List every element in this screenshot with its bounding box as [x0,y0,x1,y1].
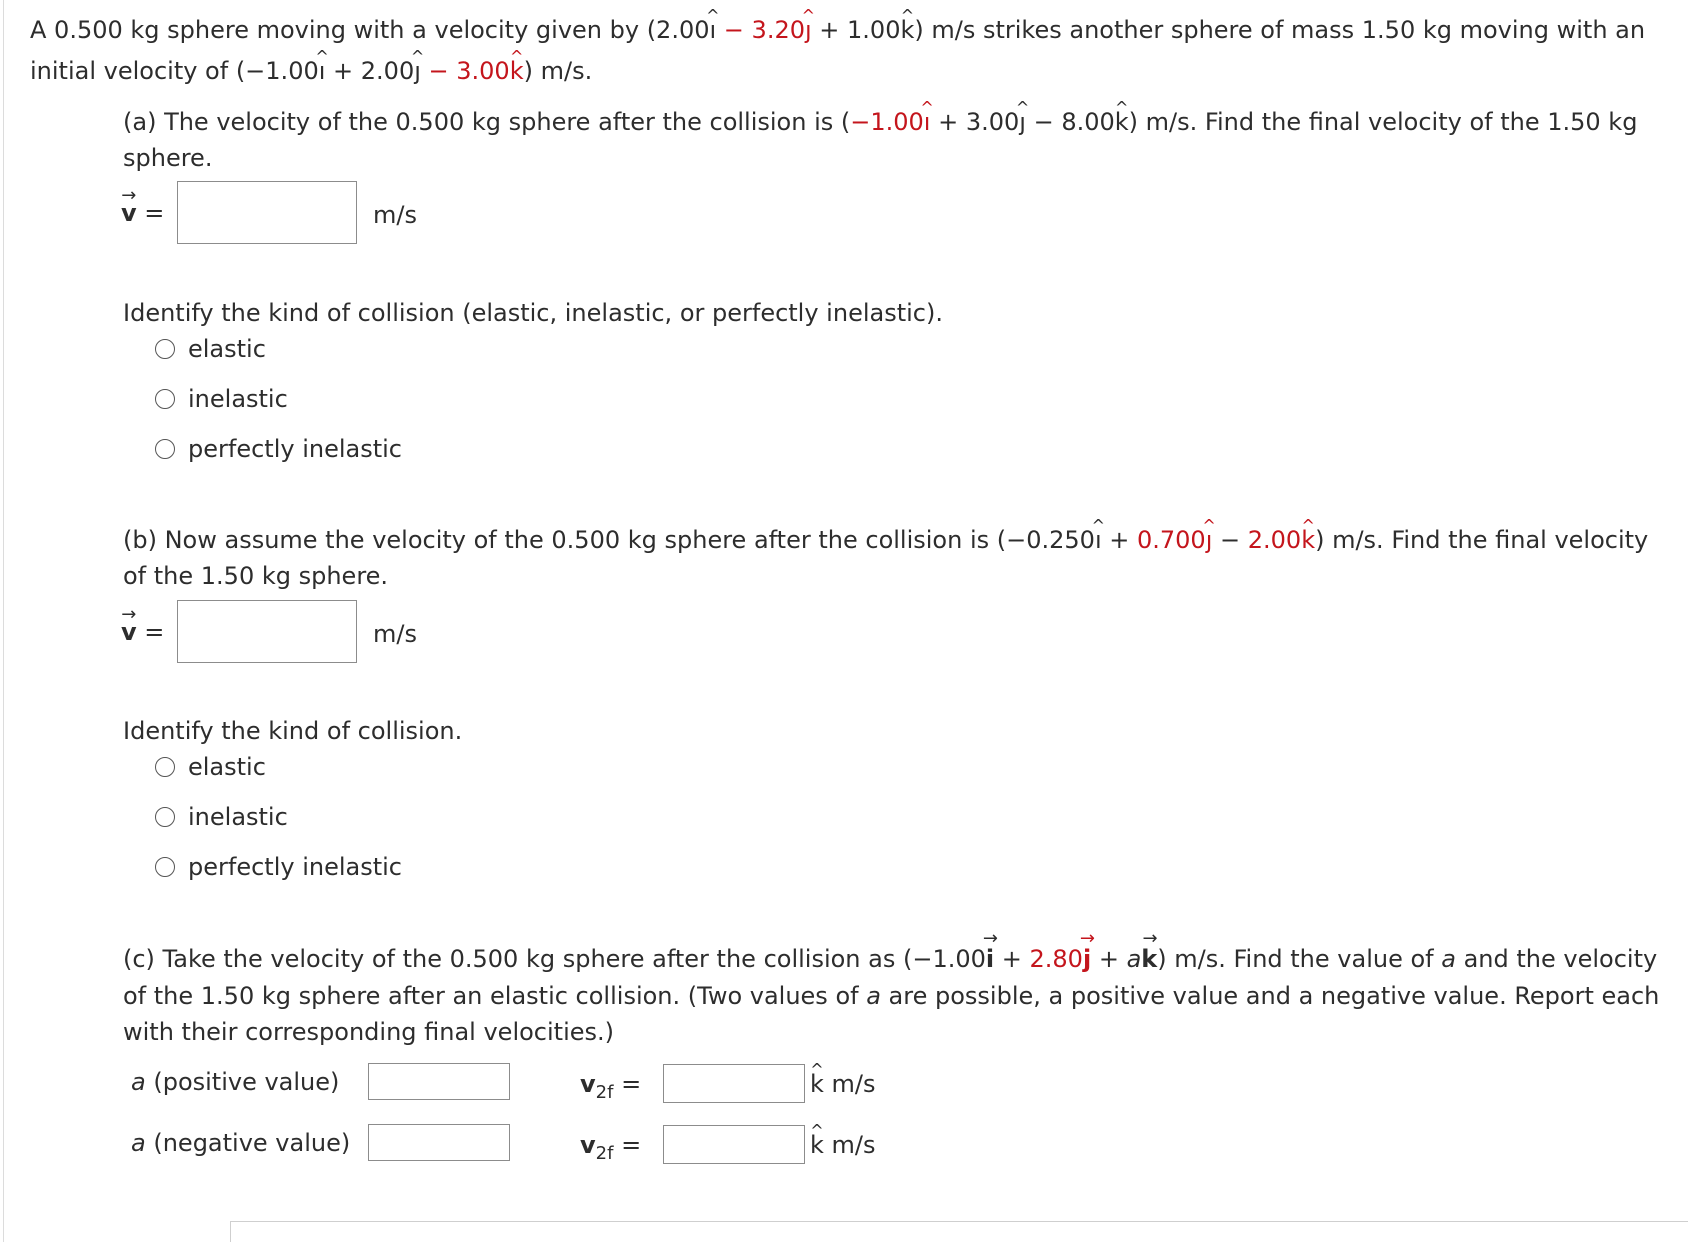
k-hat-icon: ^ k [810,1066,824,1102]
part-a-option-elastic[interactable]: elastic [155,331,266,367]
radio-button[interactable] [155,857,175,877]
vector-v-symbol: → v [121,614,137,650]
part-b-option-elastic[interactable]: elastic [155,749,266,785]
part-c-positive-label: a (positive value) [131,1068,340,1096]
part-c-positive-v2f-input[interactable] [663,1064,805,1103]
part-b-option-inelastic[interactable]: inelastic [155,799,288,835]
part-b-question-line-2: of the 1.50 kg sphere. [123,562,389,590]
part-b-kind-prompt: Identify the kind of collision. [123,717,463,745]
next-section-border [230,1221,1688,1222]
problem-intro-line-1: A 0.500 kg sphere moving with a velocity given by (2.00^ ı − 3.20^ ȷ + 1.00^ k) m/s strikes another sphere of mass 1.50 kg moving with an [30,12,1645,48]
part-c-question-line-2: of the 1.50 kg sphere after an elastic collision. (Two values of a are possible, a positive value and a negative value. Report each [123,982,1660,1010]
part-a-v-label: → v = [121,195,164,231]
next-section-border-left [230,1221,231,1242]
part-c-question-line-1: (c) Take the velocity of the 0.500 kg sphere after the collision as (−1.00→ i + 2.80→ j + a→ k) m/s. Find the value of a and the velocity [123,941,1657,977]
part-a-option-perfectly-inelastic[interactable]: perfectly inelastic [155,431,402,467]
radio-button[interactable] [155,389,175,409]
part-b-unit: m/s [373,620,417,648]
part-b-v-label: → v = [121,614,164,650]
part-c-negative-unit: ^ k m/s [810,1127,876,1163]
radio-button[interactable] [155,339,175,359]
part-c-negative-a-input[interactable] [368,1124,510,1161]
part-a-question-line-2: sphere. [123,144,213,172]
part-a-question-line-1: (a) The velocity of the 0.500 kg sphere after the collision is (−1.00^ ı + 3.00^ ȷ − 8.00^ k) m/s. Find the final velocity of the 1.50 kg [123,104,1637,140]
part-b-option-perfectly-inelastic[interactable]: perfectly inelastic [155,849,402,885]
radio-button[interactable] [155,807,175,827]
k-hat-icon: ^ k [810,1127,824,1163]
part-b-velocity-input[interactable] [177,600,357,663]
part-c-question-line-3: with their corresponding final velocities.) [123,1018,614,1046]
part-b-question-line-1: (b) Now assume the velocity of the 0.500 kg sphere after the collision is (−0.250^ ı + 0.700^ ȷ − 2.00^ k) m/s. Find the final velocity [123,522,1648,558]
part-a-unit: m/s [373,201,417,229]
part-c-negative-v2f-input[interactable] [663,1125,805,1164]
left-border [3,0,4,1242]
problem-intro-line-2: initial velocity of (−1.00^ ı + 2.00^ ȷ − 3.00^ k) m/s. [30,53,592,89]
part-c-negative-label: a (negative value) [131,1129,351,1157]
part-a-kind-prompt: Identify the kind of collision (elastic, inelastic, or perfectly inelastic). [123,299,943,327]
part-c-negative-v2f-label: $v_{2f}$ = [580,1131,642,1164]
vector-v-symbol: → v [121,195,137,231]
radio-button[interactable] [155,757,175,777]
part-c-positive-v2f-label: $v_{2f}$ = [580,1070,642,1103]
part-a-velocity-input[interactable] [177,181,357,244]
part-a-option-inelastic[interactable]: inelastic [155,381,288,417]
radio-button[interactable] [155,439,175,459]
part-c-positive-unit: ^ k m/s [810,1066,876,1102]
part-c-positive-a-input[interactable] [368,1063,510,1100]
